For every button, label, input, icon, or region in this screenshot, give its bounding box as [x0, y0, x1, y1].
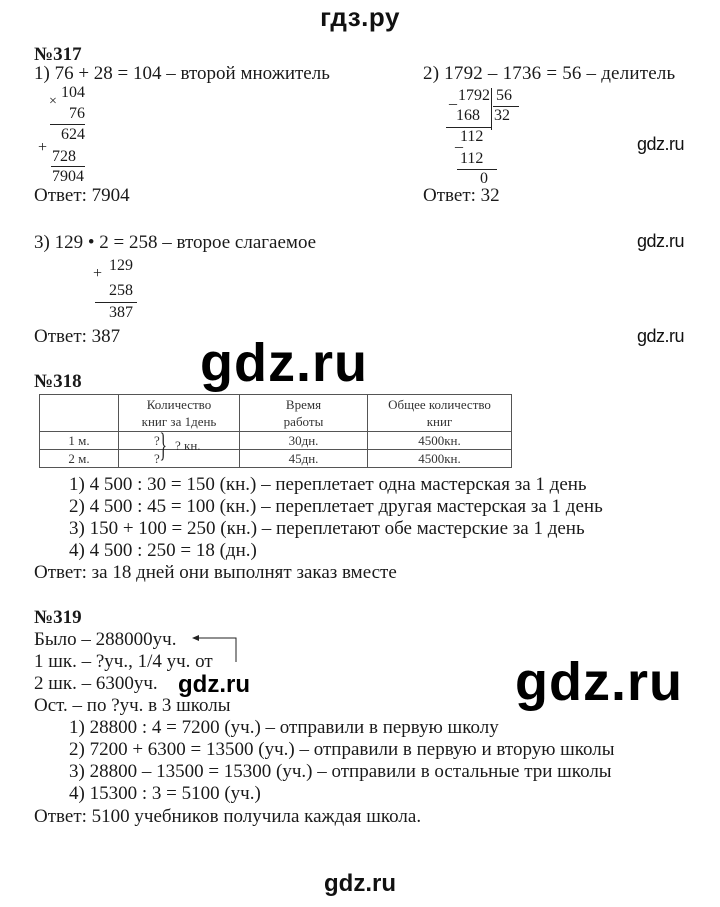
watermark-large: gdz.ru	[200, 333, 368, 393]
header-line: книг за 1день	[141, 414, 217, 429]
multiplier: 76	[69, 105, 85, 122]
multiplicand: 104	[61, 84, 85, 101]
minus-sign: _	[455, 133, 463, 150]
subtract-1: 168	[456, 107, 480, 124]
task-317-answer-1: Ответ: 7904	[34, 185, 130, 206]
remainder-final: 0	[480, 170, 488, 187]
site-title: гдз.ру	[320, 2, 400, 32]
table-row	[40, 432, 512, 450]
task-318-title: №318	[34, 371, 82, 392]
plus-sign: +	[38, 139, 48, 156]
brace-icon: }	[159, 427, 167, 464]
table-header-cell	[40, 395, 119, 432]
task-318-step: 3) 150 + 100 = 250 (кн.) – переплетают обе мастерские за 1 день	[69, 518, 585, 539]
task-317-step-1: 1) 76 + 28 = 104 – второй множитель	[34, 63, 330, 84]
remainder-1: 112	[460, 128, 484, 145]
task-319-step: 1) 28800 : 4 = 7200 (уч.) – отправили в первую школу	[69, 717, 499, 738]
table-header-cell	[368, 395, 512, 432]
task-319-given: 2 шк. – 6300уч.	[34, 673, 158, 694]
division-bar	[491, 88, 492, 130]
header-line: работы	[283, 414, 324, 429]
watermark: gdz.ru	[637, 326, 685, 346]
task-318-step: 2) 4 500 : 45 = 100 (кн.) – переплетает другая мастерская за 1 день	[69, 496, 603, 517]
quotient: 32	[494, 107, 510, 124]
rule	[51, 166, 85, 167]
table-header-row	[40, 395, 512, 432]
time-cell: 45дн.	[240, 450, 368, 468]
product: 7904	[52, 168, 84, 185]
task-319-given: 1 шк. – ?уч., 1/4 уч. от	[34, 651, 213, 672]
header-line: Время	[285, 397, 322, 412]
total-cell: 4500кн.	[368, 432, 512, 450]
header-line: Количество	[146, 397, 212, 412]
task-319-given: Ост. – по ?уч. в 3 школы	[34, 695, 231, 716]
watermark: gdz.ru	[637, 134, 685, 154]
task-319-step: 3) 28800 – 13500 = 15300 (уч.) – отправили в остальные три школы	[69, 761, 612, 782]
task-319-given: Было – 288000уч.	[34, 629, 177, 650]
divisor: 56	[496, 87, 512, 104]
rule	[95, 302, 137, 303]
per-day-value: ?	[154, 451, 160, 466]
watermark: gdz.ru	[637, 231, 685, 251]
task-317-answer-2: Ответ: 32	[423, 185, 500, 206]
task-317-step-3: 3) 129 • 2 = 258 – второе слагаемое	[34, 232, 317, 253]
footer-watermark: gdz.ru	[324, 870, 396, 897]
dividend: 1792	[458, 87, 490, 104]
table-header-cell	[119, 395, 240, 432]
sum: 387	[109, 304, 133, 321]
table-row	[40, 450, 512, 468]
task-319-step: 2) 7200 + 6300 = 13500 (уч.) – отправили в первую и вторую школы	[69, 739, 615, 760]
time-cell: 30дн.	[240, 432, 368, 450]
task-317-step-2: 2) 1792 – 1736 = 56 – делитель	[423, 63, 676, 84]
task-318-answer: Ответ: за 18 дней они выполнят заказ вместе	[34, 562, 397, 583]
row-label: 2 м.	[40, 450, 119, 468]
task-317-title: №317	[34, 44, 82, 65]
plus-sign: +	[93, 265, 103, 282]
multiply-sign: ×	[49, 94, 57, 109]
addend-2: 258	[109, 282, 133, 299]
task-318-step: 1) 4 500 : 30 = 150 (кн.) – переплетает одна мастерская за 1 день	[69, 474, 587, 495]
rule	[457, 169, 497, 170]
watermark-large: gdz.ru	[515, 652, 683, 712]
header-line: книг	[426, 414, 453, 429]
watermark: gdz.ru	[178, 671, 250, 698]
row-label: 1 м.	[40, 432, 119, 450]
rule	[50, 124, 85, 125]
table-header-cell	[240, 395, 368, 432]
task-318-step: 4) 4 500 : 250 = 18 (дн.)	[69, 540, 257, 561]
task-319-answer: Ответ: 5100 учебников получила каждая школа.	[34, 806, 422, 827]
brace-note: ? кн.	[175, 438, 201, 453]
per-day-value: ?	[154, 433, 160, 448]
task-319-step: 4) 15300 : 3 = 5100 (уч.)	[69, 783, 261, 804]
subtract-2: 112	[460, 150, 484, 167]
task-318-table	[39, 394, 512, 468]
partial-product-2: 728	[52, 148, 76, 165]
total-cell: 4500кн.	[368, 450, 512, 468]
task-319-title: №319	[34, 607, 82, 628]
task-317-answer-3: Ответ: 387	[34, 326, 121, 347]
partial-product-1: 624	[61, 126, 85, 143]
header-line: Общее количество	[388, 397, 491, 412]
addend-1: 129	[109, 257, 133, 274]
minus-sign: _	[449, 90, 457, 107]
arrow-left-icon	[190, 634, 240, 664]
